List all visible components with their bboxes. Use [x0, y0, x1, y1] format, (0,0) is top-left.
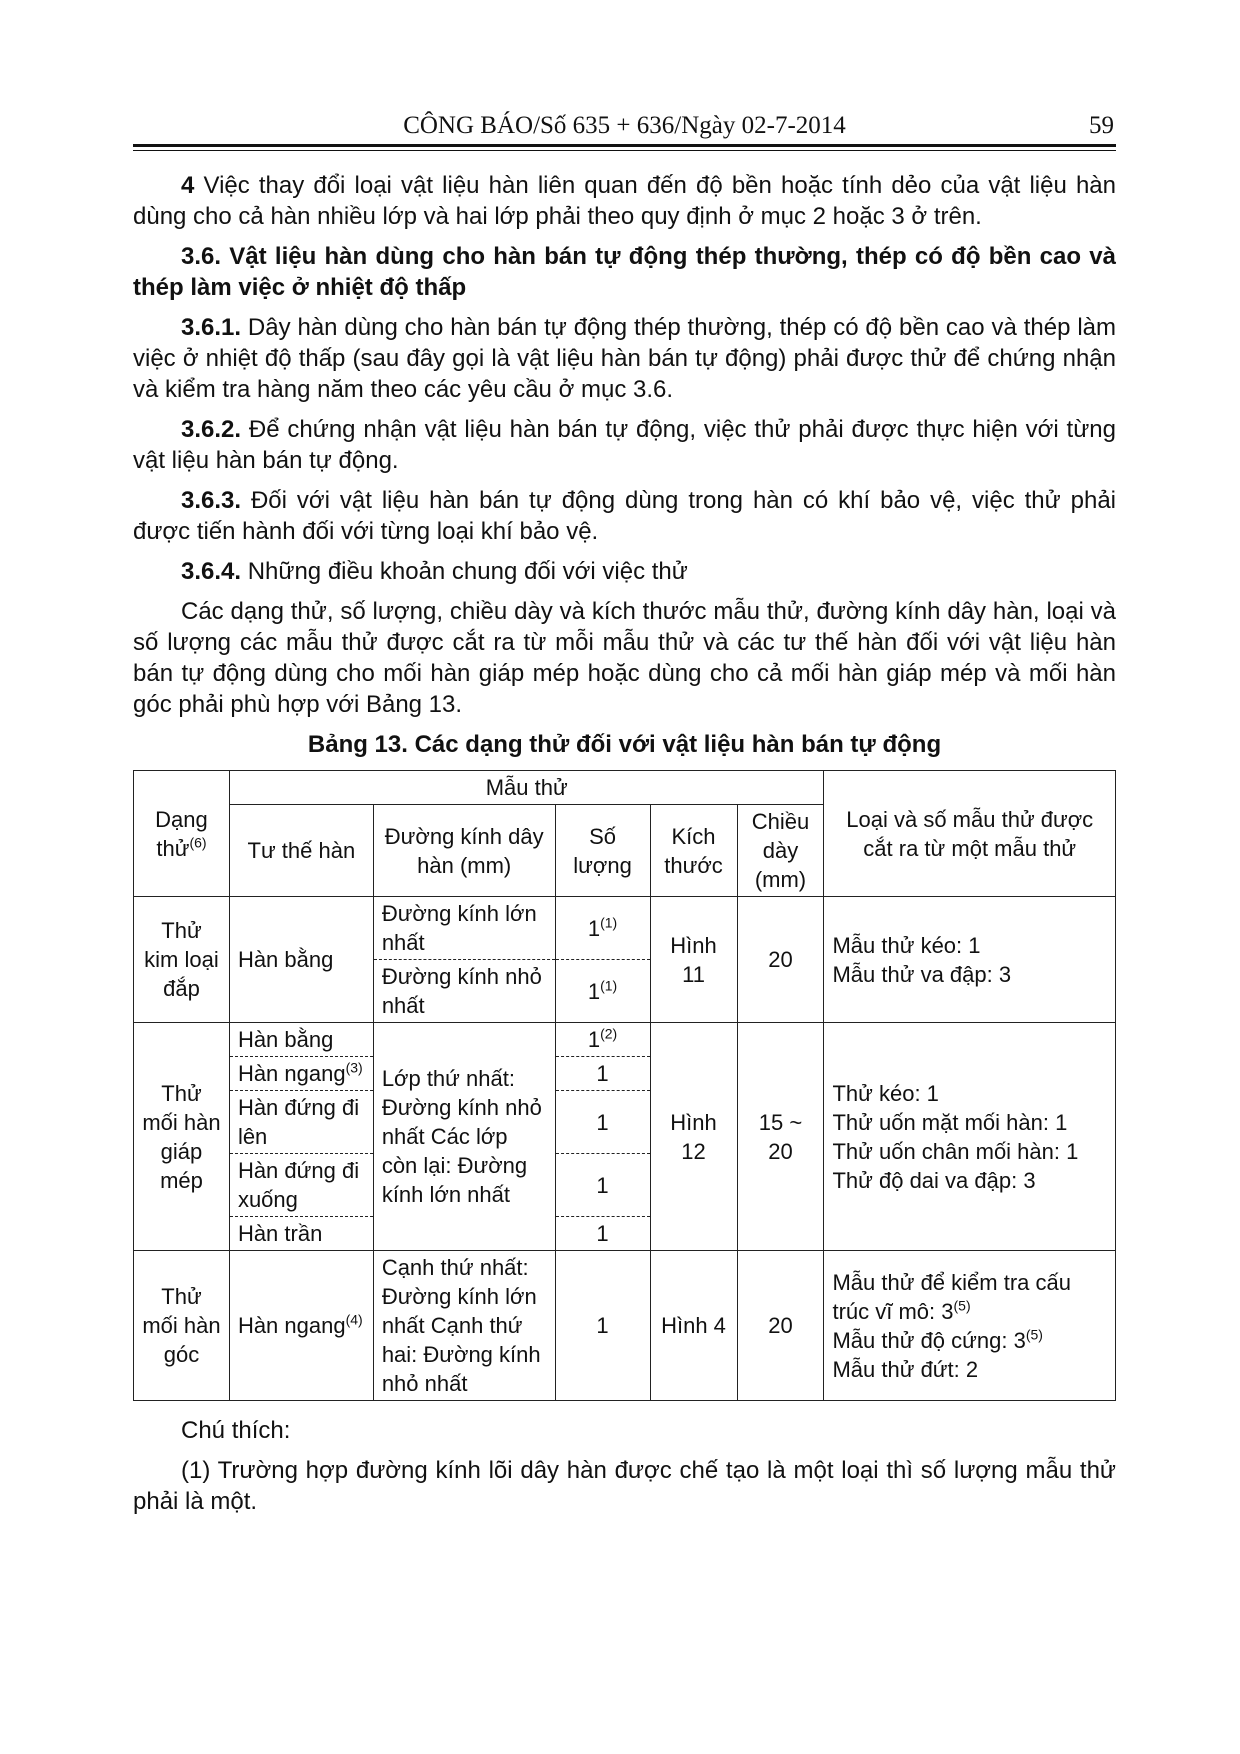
butt-qty-1: 1$^{(2)}$: [555, 1023, 650, 1057]
clause-number: 3.6.4.: [181, 558, 242, 585]
gazette-title: CÔNG BÁO/Số 635 + 636/Ngày 02-7-2014: [403, 112, 846, 139]
butt-qty-3: 1: [555, 1091, 650, 1154]
item-number: 4: [181, 172, 195, 199]
deposit-diam-min: Đường kính nhỏ nhất: [373, 960, 555, 1023]
butt-pos-4: Hàn đứng đi xuống: [229, 1154, 373, 1217]
page-content: [133, 170, 1116, 1526]
butt-pos-2: Hàn ngang$^{(3)}$: [229, 1057, 373, 1091]
page-header: [133, 104, 1116, 144]
paragraph-text: Những điều khoản chung đối với việc thử: [241, 558, 688, 585]
note-text: Trường hợp đường kính lõi dây hàn được chế tạo là một loại thì số lượng mẫu thử phải là một.: [133, 1457, 1116, 1515]
header-cut-specimens: Loại và số mẫu thử được cắt ra từ một mẫu thử: [824, 771, 1116, 897]
header-test-type: Dạng thử$^{(6)}$: [134, 771, 230, 897]
paragraph-general: Các dạng thử, số lượng, chiều dày và kích thước mẫu thử, đường kính dây hàn, loại và số lượng các mẫu thử được cắt ra từ mỗi mẫu thử và các tư thế hàn đối với vật liệu hàn bán tự động dùng cho mối hàn giáp mép hoặc dùng cho cả mối hàn giáp mép và mối hàn góc phải phù hợp với Bảng 13.: [133, 598, 1116, 718]
deposit-qty-1: 1$^{(1)}$: [555, 897, 650, 960]
header-thickness: Chiều dày (mm): [737, 805, 824, 897]
header-specimen-group: Mẫu thử: [229, 771, 824, 805]
paragraph-3-6-1: [133, 312, 1116, 405]
paragraph-text: Dây hàn dùng cho hàn bán tự động thép thường, thép có độ bền cao và thép làm việc ở nhiệt độ thấp (sau đây gọi là vật liệu hàn bán tự động) phải được thử để chứng nhận và kiểm tra hàng năm theo các yêu cầu ở mục 3.6.: [133, 314, 1116, 403]
notes-title: Chú thích:: [181, 1417, 291, 1444]
fillet-type: Thử mối hàn góc: [134, 1251, 230, 1401]
clause-number: 3.6.2.: [181, 416, 242, 443]
header-size: Kích thước: [650, 805, 737, 897]
header-rule-thick: [133, 144, 1116, 147]
butt-type: Thử mối hàn giáp mép: [134, 1023, 230, 1251]
paragraph-text: Để chứng nhận vật liệu hàn bán tự động, việc thử phải được thực hiện với từng vật liệu hàn bán tự động.: [133, 416, 1116, 474]
butt-qty-5: 1: [555, 1217, 650, 1251]
paragraph-text: Đối với vật liệu hàn bán tự động dùng trong hàn có khí bảo vệ, việc thử phải được tiến hành đối với từng loại khí bảo vệ.: [133, 487, 1116, 545]
deposit-thickness: 20: [737, 897, 824, 1023]
fillet-cut-specimens: Mẫu thử để kiểm tra cấu trúc vĩ mô: 3$^{(5)}$ Mẫu thử độ cứng: 3$^{(5)}$ Mẫu thử đứt: 2: [824, 1251, 1116, 1401]
fillet-thickness: 20: [737, 1251, 824, 1401]
butt-qty-4: 1: [555, 1154, 650, 1217]
header-diameter: Đường kính dây hàn (mm): [373, 805, 555, 897]
deposit-diam-max: Đường kính lớn nhất: [373, 897, 555, 960]
page-number: 59: [1089, 112, 1114, 139]
section-heading-3-6: 3.6. Vật liệu hàn dùng cho hàn bán tự động thép thường, thép có độ bền cao và thép làm việc ở nhiệt độ thấp: [133, 243, 1116, 301]
header-position: Tư thế hàn: [229, 805, 373, 897]
butt-diameter: Lớp thứ nhất: Đường kính nhỏ nhất Các lớp còn lại: Đường kính lớn nhất: [373, 1023, 555, 1251]
fillet-qty: 1: [555, 1251, 650, 1401]
butt-pos-3: Hàn đứng đi lên: [229, 1091, 373, 1154]
paragraph-3-6-3: [133, 485, 1116, 547]
header-rule-thin: [133, 150, 1116, 151]
clause-number: 3.6.1.: [181, 314, 242, 341]
deposit-position: Hàn bằng: [229, 897, 373, 1023]
table-row: [134, 897, 1116, 960]
deposit-qty-2: 1$^{(1)}$: [555, 960, 650, 1023]
table-13: [133, 770, 1116, 1401]
fillet-position: Hàn ngang$^{(4)}$: [229, 1251, 373, 1401]
note-number: (1): [181, 1457, 211, 1484]
butt-pos-5: Hàn trần: [229, 1217, 373, 1251]
deposit-cut-specimens: Mẫu thử kéo: 1 Mẫu thử va đập: 3: [824, 897, 1116, 1023]
fillet-size: Hình 4: [650, 1251, 737, 1401]
fillet-diameter: Cạnh thứ nhất: Đường kính lớn nhất Cạnh thứ hai: Đường kính nhỏ nhất: [373, 1251, 555, 1401]
paragraph-text: Việc thay đổi loại vật liệu hàn liên quan đến độ bền hoặc tính dẻo của vật liệu hàn dùng cho cả hàn nhiều lớp và hai lớp phải theo quy định ở mục 2 hoặc 3 ở trên.: [133, 172, 1116, 230]
deposit-size: Hình 11: [650, 897, 737, 1023]
header-quantity: Số lượng: [555, 805, 650, 897]
deposit-type: Thử kim loại đắp: [134, 897, 230, 1023]
clause-number: 3.6.3.: [181, 487, 242, 514]
table-row: [134, 1023, 1116, 1057]
butt-cut-specimens: Thử kéo: 1 Thử uốn mặt mối hàn: 1 Thử uốn chân mối hàn: 1 Thử độ dai va đập: 3: [824, 1023, 1116, 1251]
paragraph-3-6-2: [133, 414, 1116, 476]
butt-thickness: 15 ~ 20: [737, 1023, 824, 1251]
note-1: [133, 1455, 1116, 1517]
table-caption: Bảng 13. Các dạng thử đối với vật liệu hàn bán tự động: [307, 731, 942, 758]
paragraph-4: [133, 170, 1116, 232]
butt-size: Hình 12: [650, 1023, 737, 1251]
butt-pos-1: Hàn bằng: [229, 1023, 373, 1057]
table-row: [134, 1251, 1116, 1401]
paragraph-3-6-4: [133, 556, 1116, 587]
butt-qty-2: 1: [555, 1057, 650, 1091]
